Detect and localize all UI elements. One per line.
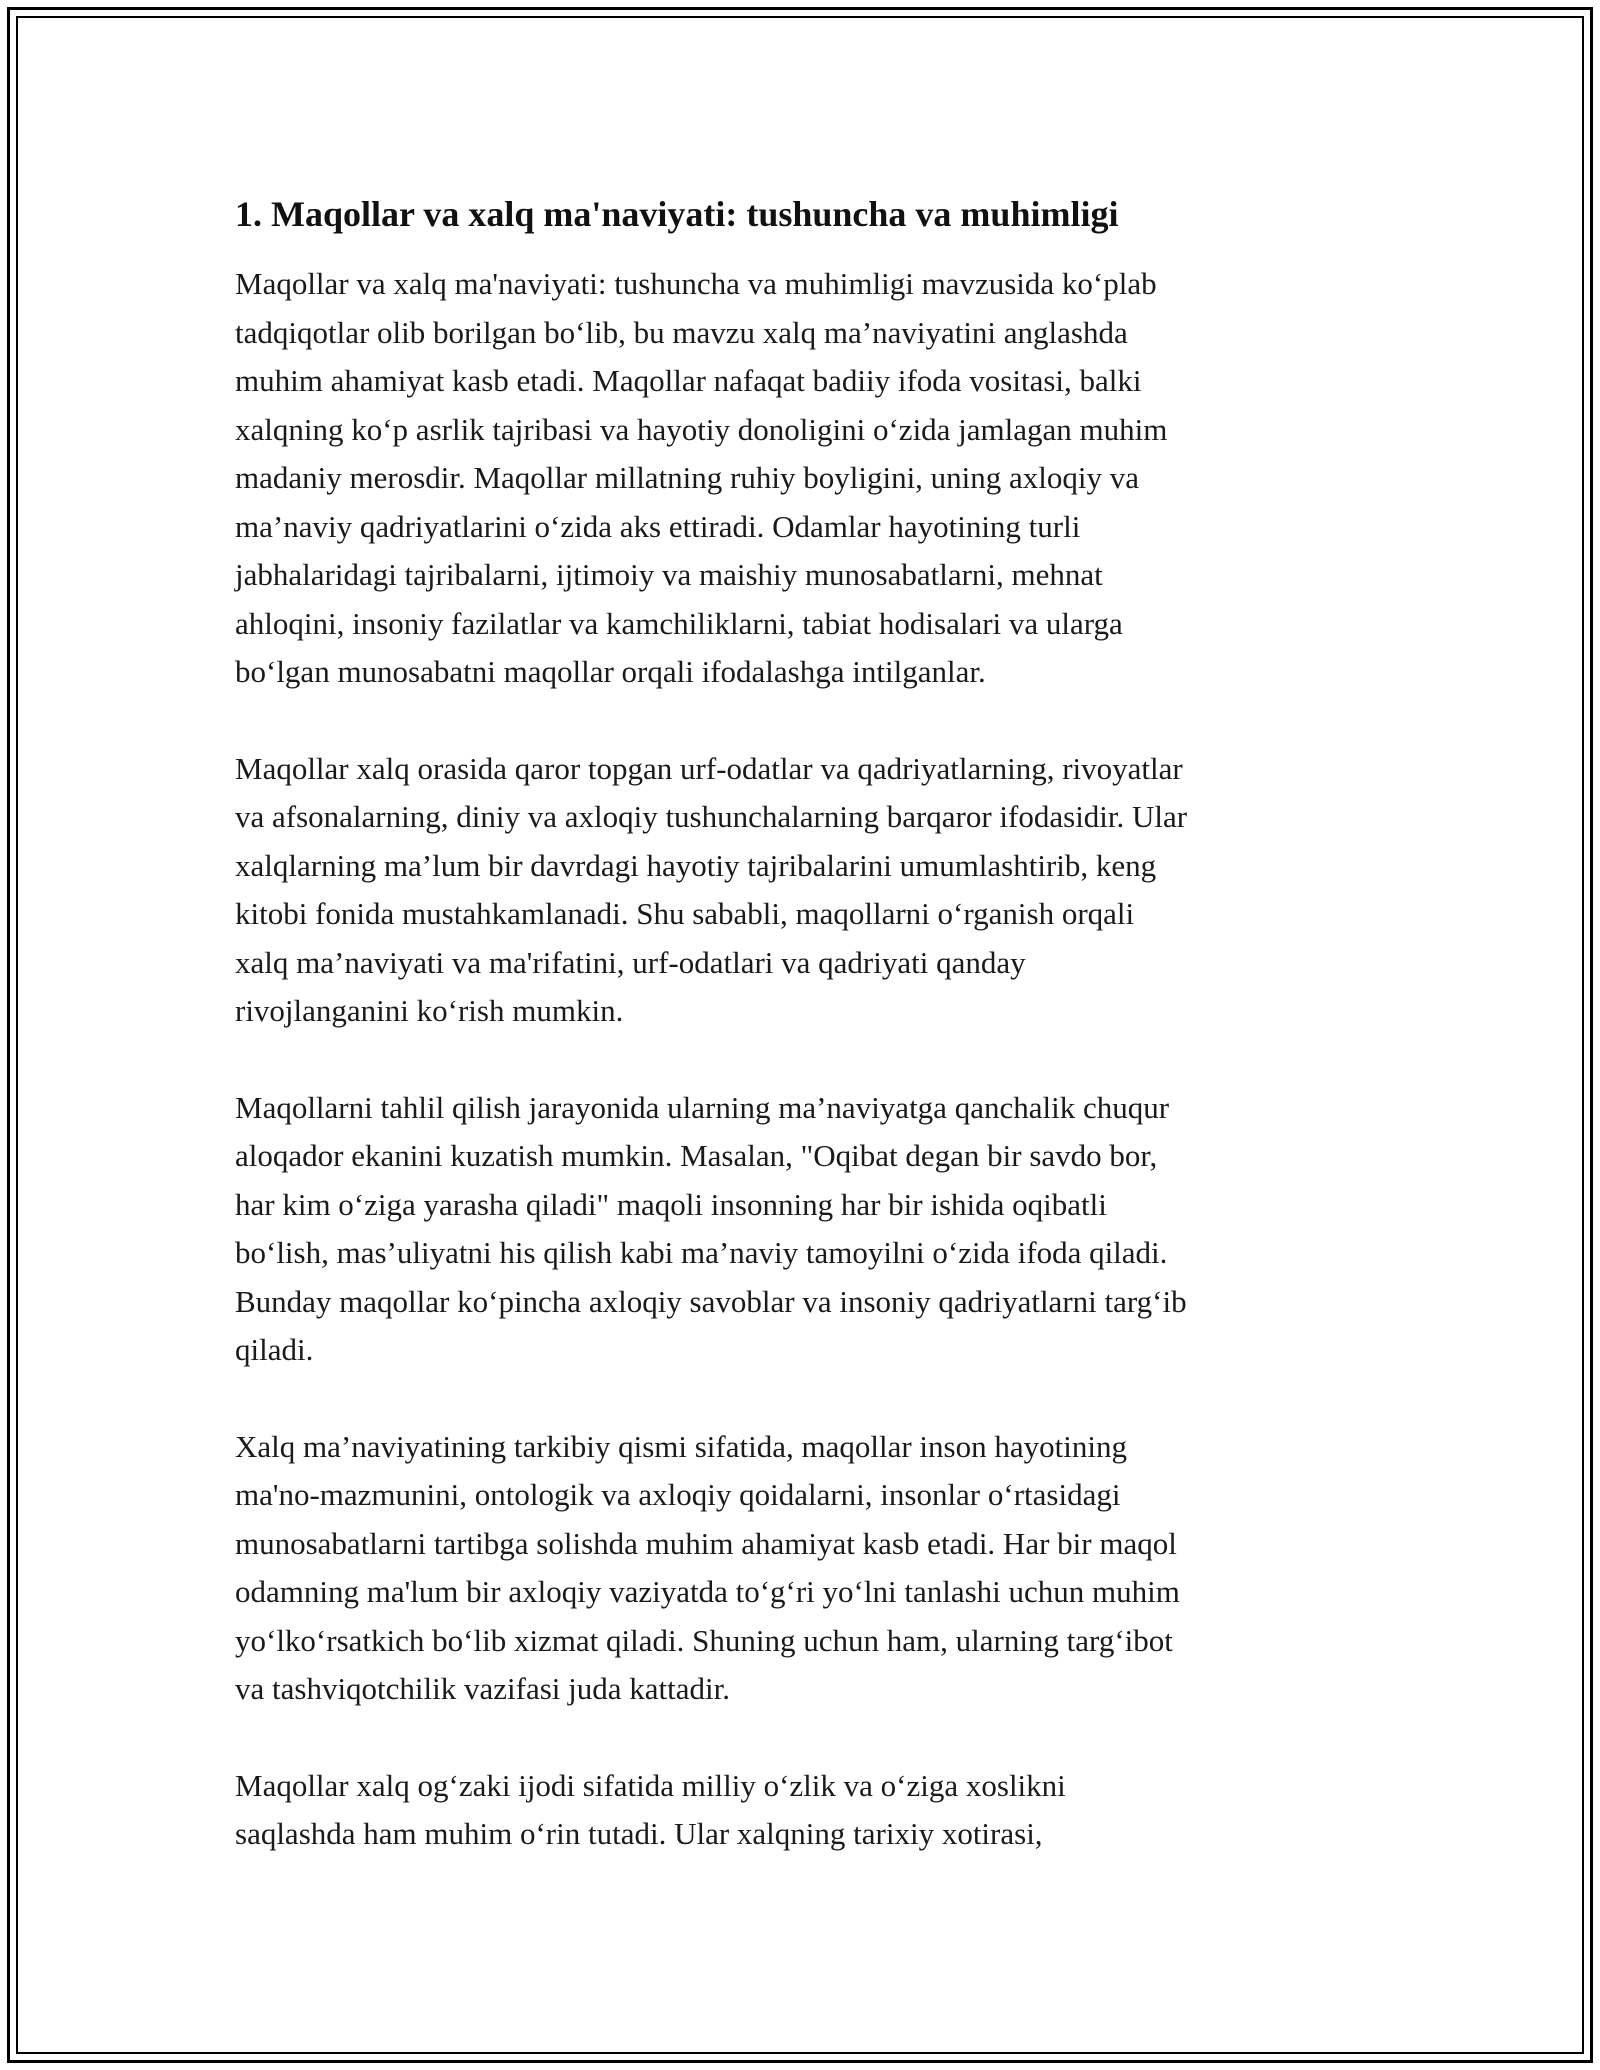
paragraph-5 [235,1762,1370,1859]
text-line: bo‘lish, mas’uliyatni his qilish kabi ma’naviy tamoyilni o‘zida ifoda qiladi. [235,1235,1168,1270]
text-line: yo‘lko‘rsatkich bo‘lib xizmat qiladi. Shuning uchun ham, ularning targ‘ibot [235,1622,1173,1658]
text-line: bo‘lgan munosabatni maqollar orqali ifodalashga intilganlar. [235,654,986,689]
text-line: munosabatlarni tartibga solishda muhim ahamiyat kasb etadi. Har bir maqol [235,1525,1177,1561]
paragraph-1 [235,260,1370,697]
text-line: madaniy merosdir. Maqollar millatning ruhiy boyligini, uning axloqiy va [235,460,1140,495]
text-line: ma'no-mazmunini, ontologik va axloqiy qoidalarni, insonlar o‘rtasidagi [235,1477,1121,1512]
text-line: kitobi fonida mustahkamlanadi. Shu sababli, maqollarni o‘rganish orqali [235,896,1135,931]
text-line: qiladi. [235,1332,314,1367]
paragraph-2 [235,745,1370,1036]
section-heading: 1. Maqollar va xalq ma'naviyati: tushuncha va muhimligi [235,194,1119,234]
document-body [235,188,1370,1907]
text-line: va afsonalarning, diniy va axloqiy tushunchalarning barqaror ifodasidir. Ular [235,799,1188,834]
text-line: har kim o‘ziga yarasha qiladi" maqoli insonning har bir ishida oqibatli [235,1186,1107,1222]
text-line: Maqollar xalq og‘zaki ijodi sifatida milliy o‘zlik va o‘ziga xoslikni [235,1767,1066,1803]
text-line: xalqlarning ma’lum bir davrdagi hayotiy tajribalarini umumlashtirib, keng [235,847,1157,883]
text-line: ahloqini, insoniy fazilatlar va kamchiliklarni, tabiat hodisalari va ularga [235,605,1123,641]
text-line: ma’naviy qadriyatlarini o‘zida aks ettiradi. Odamlar hayotining turli [235,508,1081,544]
text-line: Maqollar xalq orasida qaror topgan urf-odatlar va qadriyatlarning, rivoyatlar [235,750,1183,786]
text-line: jabhalaridagi tajribalarni, ijtimoiy va maishiy munosabatlarni, mehnat [235,557,1103,592]
text-line: Maqollarni tahlil qilish jarayonida ularning ma’naviyatga qanchalik chuqur [235,1089,1170,1125]
text-line: rivojlanganini ko‘rish mumkin. [235,993,624,1028]
text-line: Maqollar va xalq ma'naviyati: tushuncha va muhimligi mavzusida ko‘plab [235,266,1157,301]
text-line: va tashviqotchilik vazifasi juda kattadir. [235,1671,731,1706]
paragraph-3 [235,1084,1370,1375]
text-line: saqlashda ham muhim o‘rin tutadi. Ular xalqning tarixiy xotirasi, [235,1816,1043,1851]
text-line: aloqador ekanini kuzatish mumkin. Masalan, "Oqibat degan bir savdo bor, [235,1138,1158,1173]
text-line: tadqiqotlar olib borilgan bo‘lib, bu mavzu xalq ma’naviyatini anglashda [235,314,1128,350]
text-line: Bunday maqollar ko‘pincha axloqiy savoblar va insoniy qadriyatlarni targ‘ib [235,1283,1187,1319]
text-line: Xalq ma’naviyatining tarkibiy qismi sifatida, maqollar inson hayotining [235,1428,1127,1464]
text-line: xalq ma’naviyati va ma'rifatini, urf-odatlari va qadriyati qanday [235,944,1026,980]
text-line: muhim ahamiyat kasb etadi. Maqollar nafaqat badiiy ifoda vositasi, balki [235,363,1142,398]
paragraph-4 [235,1423,1370,1714]
text-line: odamning ma'lum bir axloqiy vaziyatda to‘g‘ri yo‘lni tanlashi uchun muhim [235,1574,1180,1609]
text-line: xalqning ko‘p asrlik tajribasi va hayotiy donoligini o‘zida jamlagan muhim [235,411,1168,447]
